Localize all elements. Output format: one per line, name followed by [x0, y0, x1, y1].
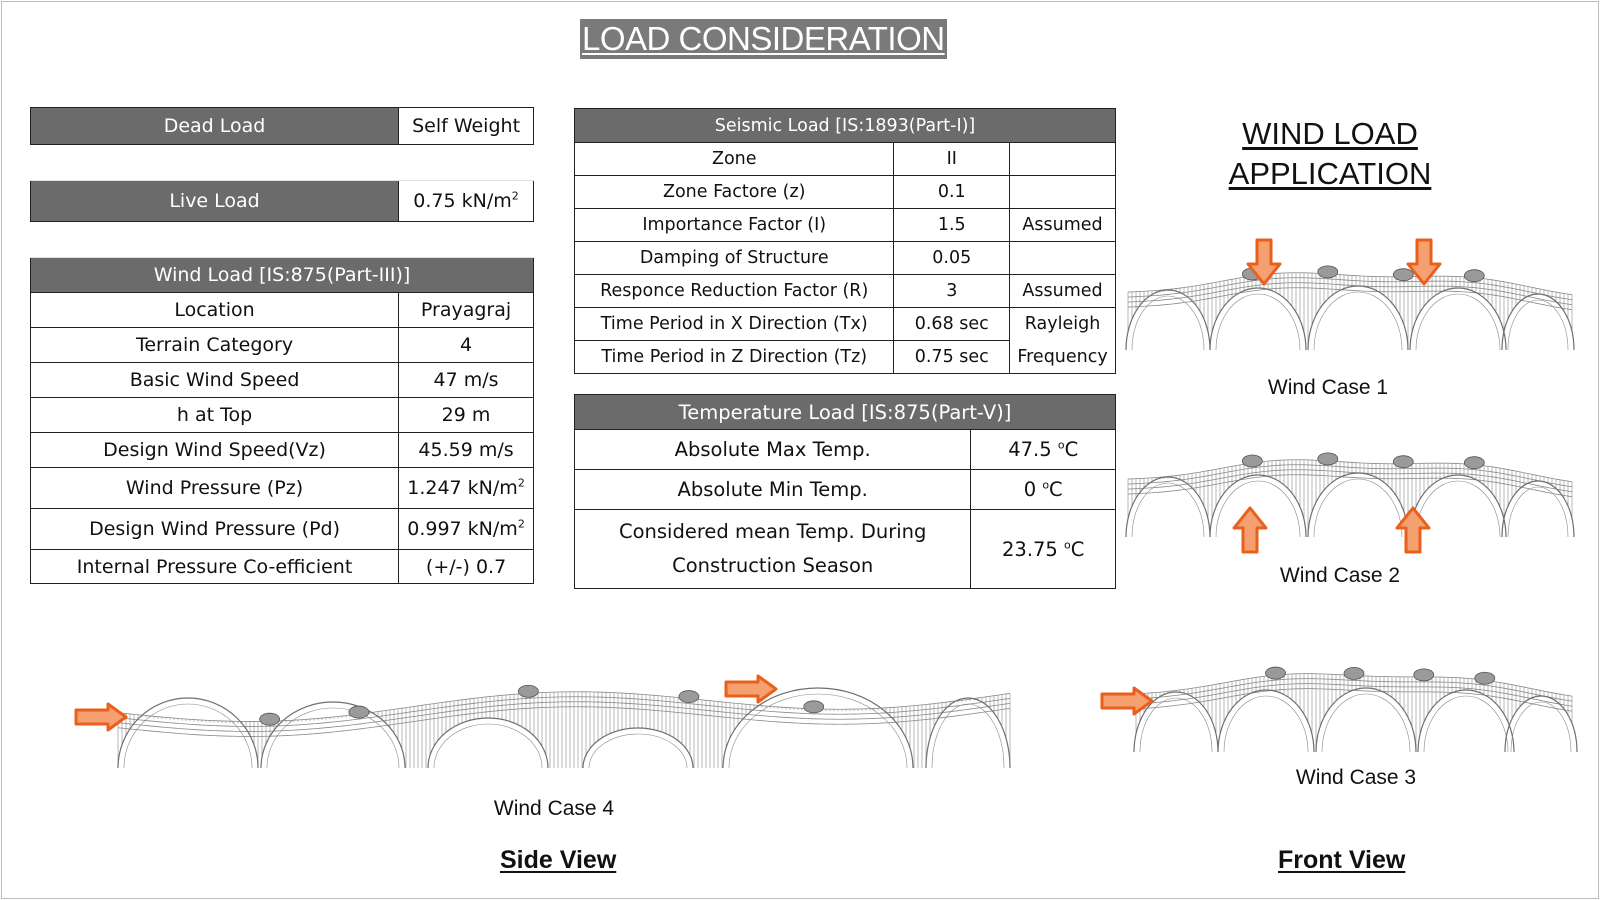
row-label: Absolute Max Temp.	[575, 430, 971, 470]
table-row	[31, 468, 534, 509]
table-row	[575, 510, 1116, 589]
table-row	[575, 341, 1116, 374]
table-row	[575, 308, 1116, 341]
row-label: Damping of Structure	[575, 242, 894, 275]
row-value-text: 0	[1023, 478, 1043, 501]
live-load-label: Live Load	[31, 181, 399, 222]
table-row	[31, 550, 534, 584]
front-view-label: Front View	[1278, 846, 1406, 874]
row-value: Prayagraj	[399, 293, 534, 328]
row-value	[399, 468, 534, 509]
wind-case-1-label: Wind Case 1	[1267, 376, 1389, 399]
degree-superscript: o	[1064, 538, 1071, 551]
wind-load-table	[30, 107, 534, 584]
wind-arrow-right-icon	[74, 702, 128, 732]
table-row	[575, 470, 1116, 510]
wind-title-line: WIND LOAD	[1242, 116, 1418, 151]
row-note: Assumed	[1010, 209, 1116, 242]
row-value: 4	[399, 328, 534, 363]
temperature-header-row	[575, 395, 1116, 430]
table-row	[575, 176, 1116, 209]
row-label: Absolute Min Temp.	[575, 470, 971, 510]
wind-arrow-down-icon	[1406, 238, 1442, 286]
seismic-load-header: Seismic Load [IS:1893(Part-I)]	[575, 109, 1116, 143]
dead-load-row	[31, 108, 534, 145]
wind-case-2-label: Wind Case 2	[1279, 564, 1401, 587]
degree-superscript: o	[1057, 438, 1065, 452]
wind-arrow-down-icon	[1246, 238, 1282, 286]
seismic-load-table	[574, 108, 1116, 374]
row-value	[399, 509, 534, 550]
wind-arrow-right-icon	[724, 674, 778, 704]
unit-text: C	[1064, 438, 1079, 461]
row-note: Frequency	[1010, 341, 1116, 374]
spacer-cell	[399, 145, 534, 181]
row-note: Assumed	[1010, 275, 1116, 308]
row-value-text: 23.75	[1002, 537, 1065, 561]
row-value: II	[894, 143, 1010, 176]
seismic-header-row	[575, 109, 1116, 143]
row-label: Responce Reduction Factor (R)	[575, 275, 894, 308]
row-value-text: 1.247 kN/m	[407, 477, 518, 499]
unit-text: C	[1049, 478, 1063, 501]
row-label: Time Period in X Direction (Tx)	[575, 308, 894, 341]
temperature-load-table	[574, 394, 1116, 589]
wind-case-2-shell	[1128, 445, 1572, 541]
page-title: LOAD CONSIDERATION	[582, 20, 945, 57]
unit-superscript: 2	[517, 476, 525, 490]
row-value-text: 47.5	[1008, 438, 1058, 461]
wind-load-application-title	[1210, 114, 1450, 194]
table-row	[575, 275, 1116, 308]
row-label: Basic Wind Speed	[31, 363, 399, 398]
row-value	[971, 430, 1116, 470]
row-value: (+/-) 0.7	[399, 550, 534, 584]
row-value: 0.75 sec	[894, 341, 1010, 374]
wind-case-4-shell	[118, 676, 1010, 772]
spacer-cell	[31, 222, 399, 258]
table-row	[31, 363, 534, 398]
spacer-row	[31, 145, 534, 181]
temperature-load-header: Temperature Load [IS:875(Part-V)]	[575, 395, 1116, 430]
live-load-value	[399, 181, 534, 222]
unit-superscript: 2	[511, 189, 519, 203]
row-value	[971, 510, 1116, 589]
table-row	[31, 433, 534, 468]
dead-load-label: Dead Load	[31, 108, 399, 145]
row-value: 1.5	[894, 209, 1010, 242]
wind-arrow-right-icon	[1100, 686, 1154, 716]
row-label: Design Wind Speed(Vz)	[31, 433, 399, 468]
table-row	[31, 293, 534, 328]
table-row	[31, 509, 534, 550]
table-row	[31, 328, 534, 363]
row-label: Design Wind Pressure (Pd)	[31, 509, 399, 550]
wind-case-3-label: Wind Case 3	[1295, 766, 1417, 789]
row-label-line: Construction Season	[672, 554, 874, 577]
row-value: 29 m	[399, 398, 534, 433]
row-note	[1010, 242, 1116, 275]
wind-case-3-shell	[1136, 660, 1572, 756]
wind-title-line: APPLICATION	[1228, 156, 1432, 191]
row-label: Zone	[575, 143, 894, 176]
table-row	[575, 143, 1116, 176]
row-label	[575, 510, 971, 589]
unit-text: C	[1070, 537, 1085, 561]
degree-superscript: o	[1042, 478, 1050, 492]
table-row	[31, 398, 534, 433]
table-row	[575, 430, 1116, 470]
wind-load-header-row	[31, 258, 534, 293]
unit-superscript: 2	[517, 517, 525, 531]
spacer-row	[31, 222, 534, 258]
row-value: 0.1	[894, 176, 1010, 209]
row-label: Location	[31, 293, 399, 328]
wind-case-4-label: Wind Case 4	[493, 797, 615, 820]
wind-load-header: Wind Load [IS:875(Part-III)]	[31, 258, 534, 293]
row-value: 45.59 m/s	[399, 433, 534, 468]
row-label: Zone Factore (z)	[575, 176, 894, 209]
row-label: Wind Pressure (Pz)	[31, 468, 399, 509]
row-label: Time Period in Z Direction (Tz)	[575, 341, 894, 374]
row-note: Rayleigh	[1010, 308, 1116, 341]
row-value-text: 0.997 kN/m	[407, 518, 518, 540]
wind-case-1-shell	[1128, 258, 1572, 354]
wind-arrow-up-icon	[1232, 506, 1268, 554]
dead-load-value: Self Weight	[399, 108, 534, 145]
row-value: 47 m/s	[399, 363, 534, 398]
row-value: 0.05	[894, 242, 1010, 275]
live-load-row	[31, 181, 534, 222]
row-note	[1010, 143, 1116, 176]
row-label: Terrain Category	[31, 328, 399, 363]
wind-arrow-up-icon	[1395, 506, 1431, 554]
side-view-label: Side View	[500, 846, 617, 874]
row-label-line: Considered mean Temp. During	[618, 520, 927, 543]
row-note	[1010, 176, 1116, 209]
spacer-cell	[399, 222, 534, 258]
row-label: Importance Factor (I)	[575, 209, 894, 242]
table-row	[575, 209, 1116, 242]
live-load-value-text: 0.75 kN/m	[413, 190, 512, 212]
table-row	[575, 242, 1116, 275]
spacer-cell	[31, 145, 399, 181]
row-label: Internal Pressure Co-efficient	[31, 550, 399, 584]
row-value: 3	[894, 275, 1010, 308]
row-label: h at Top	[31, 398, 399, 433]
row-value	[971, 470, 1116, 510]
row-value: 0.68 sec	[894, 308, 1010, 341]
